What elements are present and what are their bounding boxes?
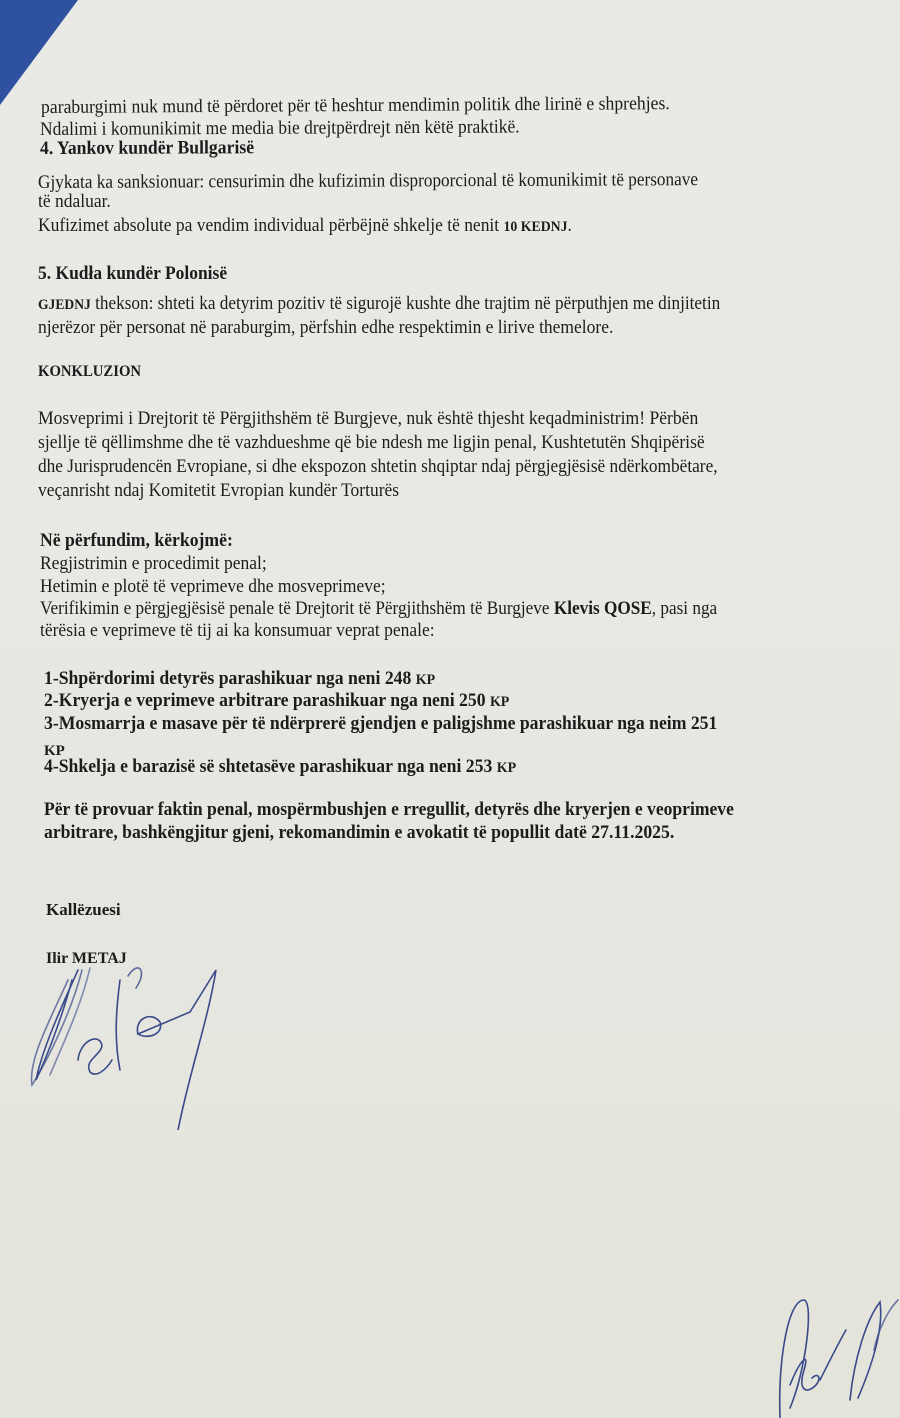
case5-line-2: njerëzor për personat në paraburgim, përfshin edhe respektimin e lirive themelore. <box>38 317 614 338</box>
accused-name: Klevis QOSE <box>553 598 652 619</box>
kednj-reference: 10 KEDNJ <box>503 219 568 235</box>
request-item-3-line-2: tërësia e veprimeve të tij ai ka konsumuar veprat penale: <box>40 620 435 641</box>
case4-line-3-end: . <box>567 215 572 236</box>
conclusion-line-4: veçanrisht ndaj Komitetit Evropian kundër Torturës <box>38 480 400 501</box>
intro-line-1: paraburgimi nuk mund të përdoret për të heshtur mendimin politik dhe lirinë e shprehjes. <box>40 93 670 118</box>
offense-item-3-ref: KP <box>44 743 65 759</box>
request-item-3 <box>40 598 717 620</box>
case4-line-1: Gjykata ka sanksionuar: censurimin dhe kufizimin disproporcional të komunikimit të personave <box>37 169 698 193</box>
conclusion-heading: KONKLUZION <box>38 363 142 380</box>
signatory-name: Ilir METAJ <box>46 950 127 967</box>
evidence-line-1: Për të provuar faktin penal, mospërmbushjen e rregullit, detyrës dhe kryerjen e veoprimeve <box>44 799 734 820</box>
kp-reference: KP <box>496 760 517 776</box>
case4-line-2: të ndaluar. <box>38 191 111 212</box>
offense-item-1 <box>44 668 435 691</box>
conclusion-line-2: sjellje të qëllimshme dhe të vazhdueshme që bie ndesh me ligjin penal, Kushtetutën Shqipërisë <box>38 432 705 453</box>
signatory-role: Kallëzuesi <box>46 900 121 919</box>
offense-item-3: 3-Mosmarrja e masave për të ndërprerë gjendjen e paligjshme parashikuar nga neim 251 <box>44 713 718 734</box>
case5-line-1-text: thekson: shteti ka detyrim pozitiv të sigurojë kushte dhe trajtim në përputhjen me dinjitetin <box>90 293 721 314</box>
case5-heading: 5. Kudła kundër Polonisë <box>38 263 228 284</box>
case4-line-3 <box>38 215 572 238</box>
kp-reference: KP <box>415 672 436 688</box>
handwritten-signature-margin <box>770 1290 900 1418</box>
request-item-3-text: Verifikimin e përgjegjësisë penale të Drejtorit të Përgjithshëm të Burgjeve <box>40 598 554 619</box>
offense-item-4 <box>44 756 516 779</box>
kp-reference: KP <box>489 694 510 710</box>
offense-text: 4-Shkelja e barazisë së shtetasëve parashikuar nga neni 253 <box>44 756 497 777</box>
offense-item-2 <box>44 690 509 713</box>
request-item-1: Regjistrimin e procedimit penal; <box>40 553 267 574</box>
offense-text: 2-Kryerja e veprimeve arbitrare parashikuar nga neni 250 <box>44 690 490 711</box>
case4-heading: 4. Yankov kundër Bullgarisë <box>39 137 255 159</box>
conclusion-line-1: Mosveprimi i Drejtorit të Përgjithshëm të Burgjeve, nuk është thjesht keqadministrim! Përbën <box>38 408 699 429</box>
conclusion-line-3: dhe Jurisprudencën Evropiane, si dhe ekspozon shtetin shqiptar ndaj përgjegjësisë ndërkombëtare, <box>38 456 718 477</box>
intro-line-2: Ndalimi i komunikimit me media bie drejtpërdrejt nën këtë praktikë. <box>39 116 520 140</box>
case5-line-1 <box>38 293 720 316</box>
handwritten-signature-main <box>20 940 240 1130</box>
request-item-3-end: , pasi nga <box>651 598 718 619</box>
case4-line-3-text: Kufizimet absolute pa vendim individual përbëjnë shkelje të nenit <box>38 215 504 236</box>
offense-text: 1-Shpërdorimi detyrës parashikuar nga neni 248 <box>44 668 416 689</box>
gjednj-abbreviation: GJEDNJ <box>38 297 91 313</box>
evidence-line-2: arbitrare, bashkëngjitur gjeni, rekomandimin e avokatit të popullit datë 27.11.2025. <box>44 822 675 843</box>
request-item-2: Hetimin e plotë të veprimeve dhe mosveprimeve; <box>40 576 386 597</box>
requests-heading: Në përfundim, kërkojmë: <box>40 530 233 551</box>
